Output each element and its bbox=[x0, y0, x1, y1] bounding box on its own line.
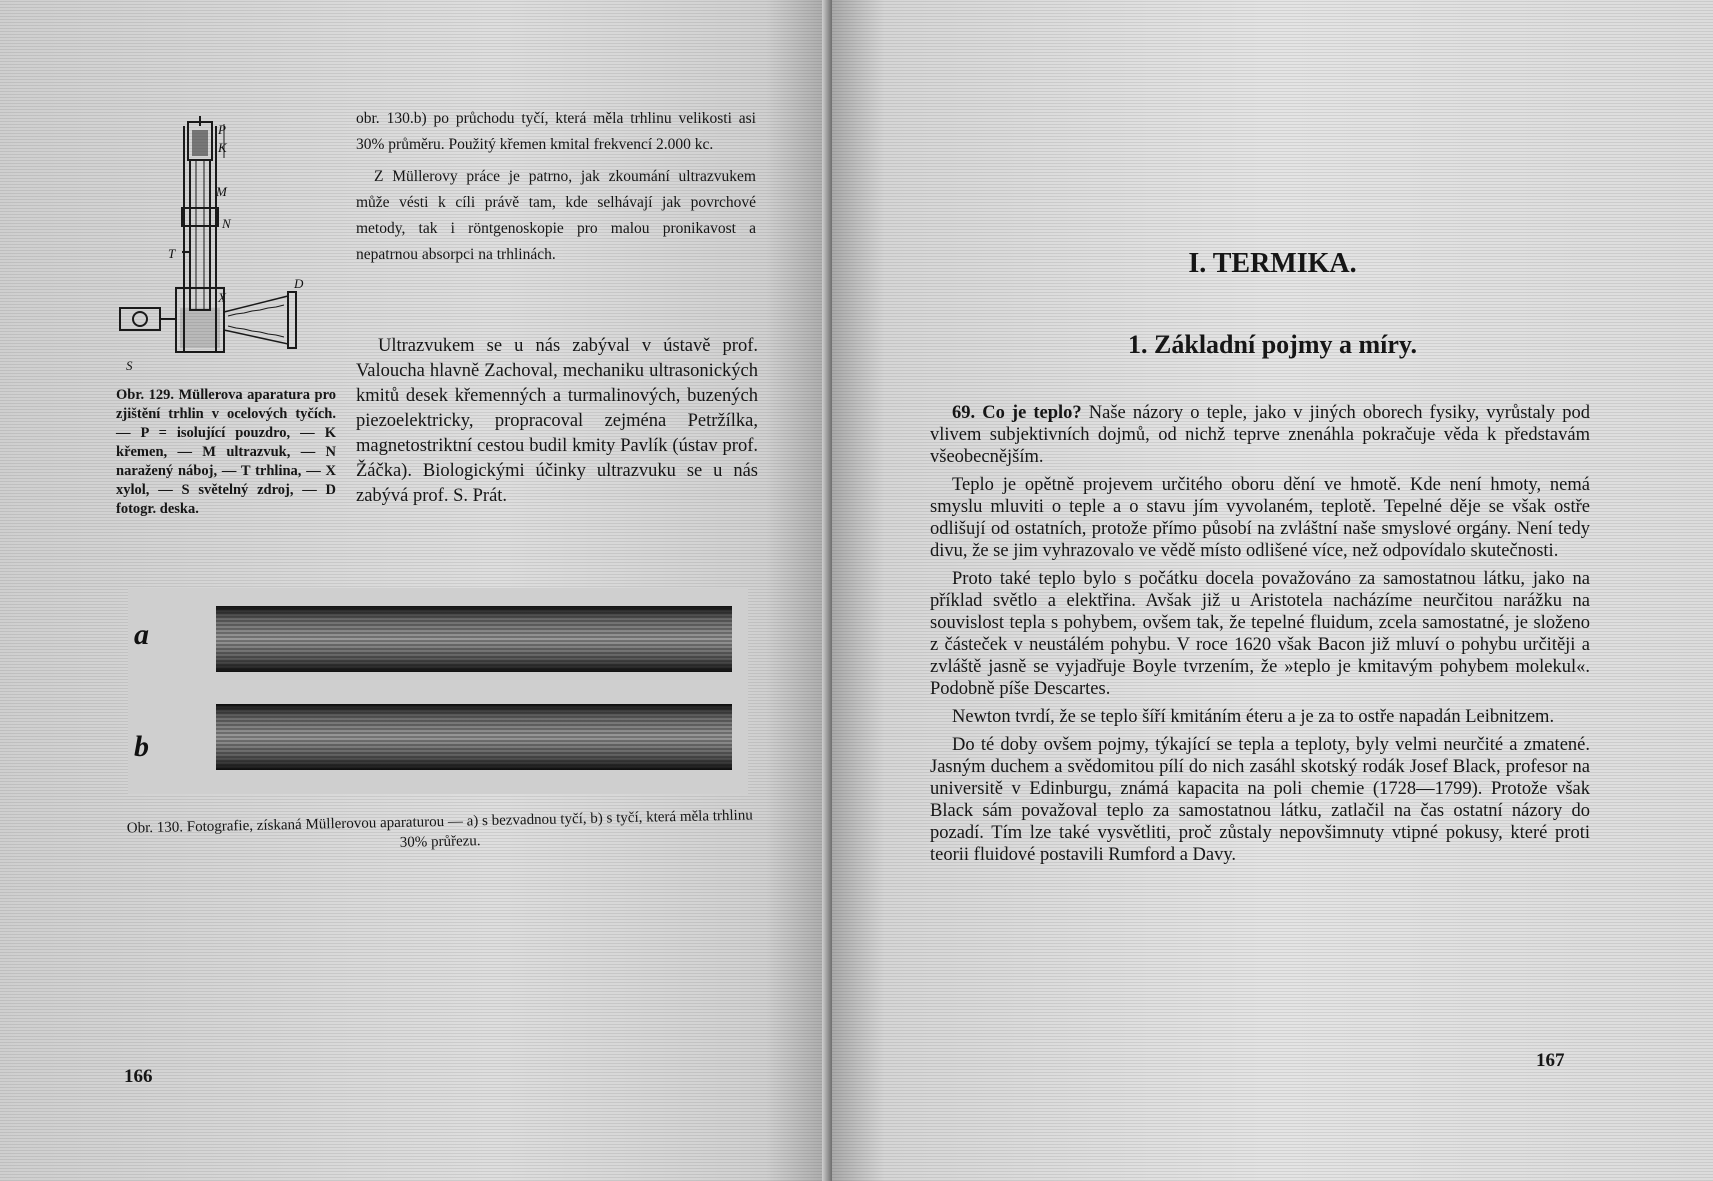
figure-129-drawing bbox=[118, 112, 338, 374]
label-p: P bbox=[218, 122, 226, 137]
right-page bbox=[832, 0, 1713, 1181]
section-title: 1. Základní pojmy a míry. bbox=[1128, 330, 1417, 359]
page-number-right: 167 bbox=[1536, 1050, 1565, 1071]
figure-130-photo bbox=[128, 588, 748, 794]
paragraph-text: Teplo je opětně projevem určitého oboru dění ve hmotě. Kde není hmoty, nemá smyslu mluviti o teple a o stavu jím vyvolaném, teplotě. Tepelné děje se však ostře odlišují od ostatních, protože přímo působí na zvláštní naše smyslové orgány. Není tedy divu, že se jim vyhrazovalo ve vědě místo odlišené více, než odpovídalo skutečnosti. bbox=[930, 475, 1590, 561]
paragraph bbox=[930, 734, 1590, 866]
right-body-text bbox=[930, 402, 1590, 872]
label-s: S bbox=[126, 358, 133, 373]
paragraph: Ultrazvukem se u nás zabýval v ústavě prof. Valoucha hlavně Zachoval, mechaniku ultrasonických kmitů desek křemenných a turmalinových, buzených piezoelektricky, propracoval zejména Petržílka, magnetostriktní cestou budil kmity Pavlík (ústav prof. Žáčka). Biologickými účinky ultrazvuku se u nás zabývá prof. S. Prát. bbox=[356, 336, 758, 506]
label-m: M bbox=[216, 184, 227, 199]
paragraph bbox=[930, 568, 1590, 700]
label-d: D bbox=[294, 276, 304, 291]
page-number-left: 166 bbox=[124, 1066, 153, 1087]
figure-130-caption: Obr. 130. Fotografie, získaná Müllerovou aparaturou — a) s bezvadnou tyčí, b) s tyčí, která měla trhlinu 30% průřezu. bbox=[126, 807, 753, 851]
paragraph-text: Naše názory o teple, jako v jiných oborech fysiky, vyrůstaly pod vlivem subjektivních dojmů, od nichž teprve znenáhla pokračuje věda k představám všeobecnějším. bbox=[930, 403, 1590, 467]
chapter-title: I. TERMIKA. bbox=[1188, 248, 1357, 279]
label-x: X bbox=[218, 290, 226, 305]
label-k: K bbox=[218, 140, 227, 155]
left-page bbox=[0, 0, 832, 1181]
left-column-text-2 bbox=[356, 334, 758, 509]
paragraph-text: Do té doby ovšem pojmy, týkající se tepla a teploty, byly velmi neurčité a zmatené. Jasným duchem a svědomitou pílí do nich zasáhl skotský rodák Josef Black, profesor na universitě v Edinburgu, známá kapacita na poli chemie (1728—1799). Protože však Black sám považoval teplo za samostatnou látku, zatlačil na čas ostatní názory do pozadí. Tím lze také vysvětliti, proč zůstaly nepovšimnuty vtipné pokusy, které proti teorii fluidové postavili Rumford a Davy. bbox=[930, 735, 1590, 865]
paragraph-lead: 69. Co je teplo? bbox=[952, 403, 1082, 423]
label-n: N bbox=[222, 216, 231, 231]
paragraph: obr. 130.b) po průchodu tyčí, která měla trhlinu velikosti asi 30% průměru. Použitý křemen kmital frekvencí 2.000 kc. bbox=[356, 110, 756, 153]
paragraph-text: Proto také teplo bylo s počátku docela považováno za samostatnou látku, jako na příklad světlo a elektřina. Avšak již u Aristotela nacházíme neurčitou narážku na souvislost tepla s pohybem, ovšem tak, že tepelné fluidum, zcela samostatné, je složeno z částeček v neustálém pohybu. V roce 1620 však Bacon již mluví o pohybu určitěji a zvláště jasně se vyjadřuje Boyle tvrzením, že »teplo je kmitavým pohybem molekul«. Podobně píše Descartes. bbox=[930, 569, 1590, 699]
paragraph bbox=[930, 706, 1590, 728]
paragraph: Z Müllerovy práce je patrno, jak zkoumání ultrazvukem může vésti k cíli právě tam, kde selhávají jak povrchové metody, tak i röntgenoskopie pro malou pronikavost a nepatrnou absorpci na trhlinách. bbox=[356, 168, 756, 263]
left-column-text bbox=[356, 106, 756, 274]
figure-129-caption: Obr. 129. Müllerova aparatura pro zjištění trhlin v ocelových tyčích. — P = isolující pouzdro, — K křemen, — M ultrazvuk, — N naražený náboj, — T trhlina, — X xylol, — S světelný zdroj, — D fotogr. deska. bbox=[116, 387, 336, 517]
paragraph bbox=[930, 474, 1590, 562]
label-t: T bbox=[168, 246, 176, 261]
label-a: a bbox=[134, 618, 149, 651]
paragraph bbox=[930, 402, 1590, 468]
label-b: b bbox=[134, 730, 149, 763]
paragraph-text: Newton tvrdí, že se teplo šíří kmitáním éteru a je za to ostře napadán Leibnitzem. bbox=[952, 707, 1555, 727]
